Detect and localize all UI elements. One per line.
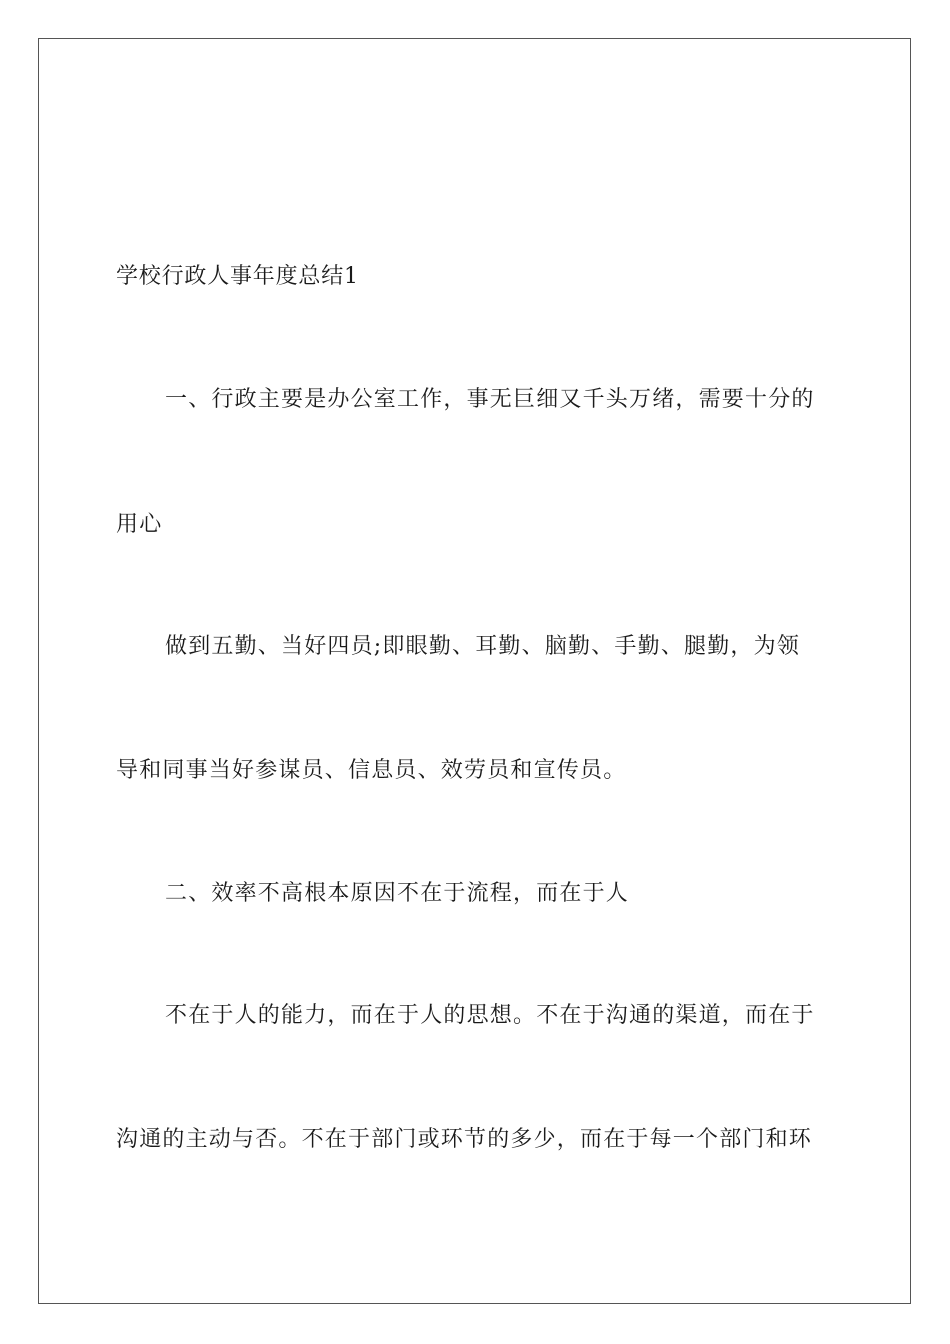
paragraph-2-line-2: 导和同事当好参谋员、信息员、效劳员和宣传员。 [116,758,627,783]
paragraph-1-line-2: 用心 [116,512,163,537]
paragraph-1-line-1: 一、行政主要是办公室工作，事无巨细又千头万绪，需要十分的 [165,387,815,412]
paragraph-3-line-1: 二、效率不高根本原因不在于流程，而在于人 [165,881,630,906]
document-title: 学校行政人事年度总结1 [116,264,359,289]
paragraph-4-line-2: 沟通的主动与否。不在于部门或环节的多少，而在于每一个部门和环 [116,1127,813,1152]
paragraph-2-line-1: 做到五勤、当好四员;即眼勤、耳勤、脑勤、手勤、腿勤，为领 [165,634,801,659]
page-border [38,38,911,1304]
paragraph-4-line-1: 不在于人的能力，而在于人的思想。不在于沟通的渠道，而在于 [165,1003,815,1028]
